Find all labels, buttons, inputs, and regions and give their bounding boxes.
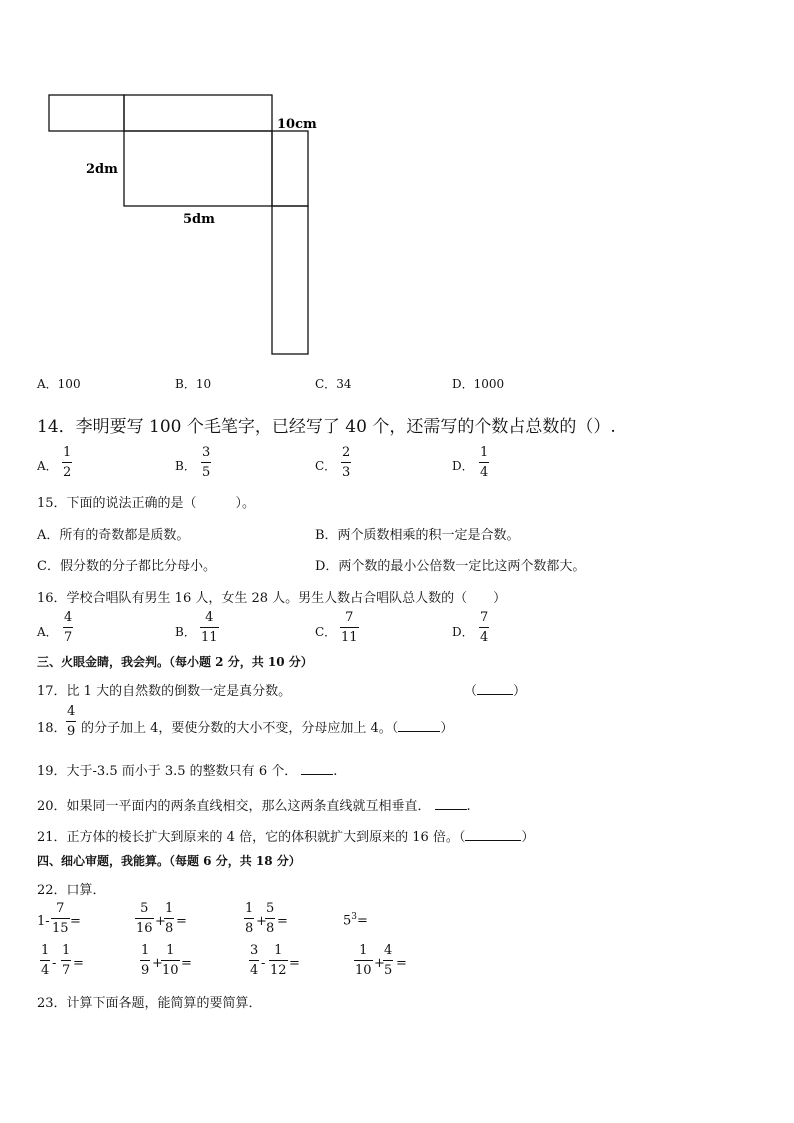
fraction: 1 9 [141, 943, 150, 978]
fraction: 1 7 [62, 943, 71, 978]
q18-answer-blank[interactable] [398, 721, 440, 732]
fraction: 7 15 [52, 901, 69, 936]
q14-option-c[interactable]: C． 2 3 [315, 445, 351, 480]
q14-stem: 14．李明要写 100 个毛笔字，已经写了 40 个，还需写的个数占总数的（）. [37, 417, 616, 437]
oral-calc-item: 5 16 + 1 8 = [136, 901, 187, 936]
fraction: 2 3 [342, 445, 351, 480]
q20-answer-blank[interactable] [435, 799, 467, 810]
q20-line: 20．如果同一平面内的两条直线相交，那么这两条直线就互相垂直． . [37, 799, 471, 814]
fraction: 1 10 [162, 943, 179, 978]
q18-line: 18． 4 9 的分子加上 4，要使分数的大小不变，分母应加上 4。（ ） [37, 704, 454, 739]
label-10cm: 10cm [277, 117, 317, 132]
fraction: 7 4 [480, 610, 489, 645]
fraction: 3 5 [202, 445, 211, 480]
q21-answer-blank[interactable] [465, 830, 521, 841]
oral-calc-item: 1 10 + 4 5 = [355, 943, 407, 978]
q21-line: 21．正方体的棱长扩大到原来的 4 倍，它的体积就扩大到原来的 16 倍。（ ） [37, 830, 535, 845]
q16-option-d[interactable]: D． 7 4 [452, 610, 489, 645]
q16-option-a[interactable]: A． 4 7 [37, 610, 73, 645]
label-5dm: 5dm [183, 212, 215, 227]
q16-option-b[interactable]: B． 4 11 [175, 610, 218, 645]
q15-option-d[interactable]: D．两个数的最小公倍数一定比这两个数都大。 [315, 559, 586, 574]
q15-option-b[interactable]: B．两个质数相乘的积一定是合数。 [315, 528, 520, 543]
q14-option-a[interactable]: A． 1 2 [37, 445, 72, 480]
oral-calc-item: 1- 7 15 = [37, 901, 81, 936]
fraction: 1 12 [270, 943, 287, 978]
q15-option-a[interactable]: A．所有的奇数都是质数。 [37, 528, 190, 543]
fraction: 1 4 [480, 445, 489, 480]
fraction: 1 8 [165, 901, 174, 936]
net-right-upper-rect [272, 131, 308, 206]
fraction: 4 5 [384, 943, 393, 978]
fraction: 1 8 [245, 901, 254, 936]
oral-calc-item: 3 4 - 1 12 = [250, 943, 300, 978]
net-middle-rect [124, 131, 272, 206]
oral-calc-item: 1 8 + 5 8 = [245, 901, 288, 936]
q13-option-b[interactable]: B．10 [175, 377, 212, 391]
oral-calc-item: 1 9 + 1 10 = [141, 943, 192, 978]
q14-option-d[interactable]: D． 1 4 [452, 445, 489, 480]
q16-stem: 16．学校合唱队有男生 16 人，女生 28 人。男生人数占合唱队总人数的（ ） [37, 591, 507, 606]
fraction: 4 9 [67, 704, 76, 739]
fraction: 3 4 [250, 943, 259, 978]
oral-calc-power: $5^3=$ [343, 912, 368, 929]
net-top-right-rect [124, 95, 272, 131]
fraction: 1 2 [63, 445, 72, 480]
net-top-left-rect [49, 95, 124, 131]
section-3-title: 三、火眼金睛，我会判。（每小题 2 分，共 10 分） [37, 655, 313, 669]
fraction: 5 16 [136, 901, 153, 936]
fraction: 4 7 [64, 610, 73, 645]
q23-text: 23．计算下面各题，能简算的要简算． [37, 996, 262, 1011]
fraction: 1 4 [41, 943, 50, 978]
q14-option-b[interactable]: B． 3 5 [175, 445, 211, 480]
q17-answer-blank[interactable]: （ ） [464, 684, 527, 699]
oral-calc-item: 1 4 - 1 7 = [41, 943, 84, 978]
fraction: 7 11 [341, 610, 358, 645]
q19-answer-blank[interactable] [301, 764, 333, 775]
q13-option-a[interactable]: A．100 [37, 377, 81, 391]
q19-line: 19．大于-3.5 而小于 3.5 的整数只有 6 个． . [37, 764, 338, 779]
q15-stem: 15．下面的说法正确的是（ ）。 [37, 496, 256, 511]
q22-title: 22．口算． [37, 883, 106, 898]
net-right-lower-rect [272, 206, 308, 354]
label-2dm: 2dm [86, 162, 118, 177]
q13-option-c[interactable]: C．34 [315, 377, 352, 391]
fraction: 5 8 [266, 901, 275, 936]
q16-option-c[interactable]: C． 7 11 [315, 610, 358, 645]
cuboid-net-figure [0, 0, 794, 370]
section-4-title: 四、细心审题，我能算。（每题 6 分，共 18 分） [37, 854, 301, 868]
fraction: 4 11 [201, 610, 218, 645]
q15-option-c[interactable]: C．假分数的分子都比分母小。 [37, 559, 216, 574]
fraction: 1 10 [355, 943, 372, 978]
q17-text: 17．比 1 大的自然数的倒数一定是真分数。 [37, 684, 292, 699]
q13-option-d[interactable]: D．1000 [452, 377, 505, 391]
